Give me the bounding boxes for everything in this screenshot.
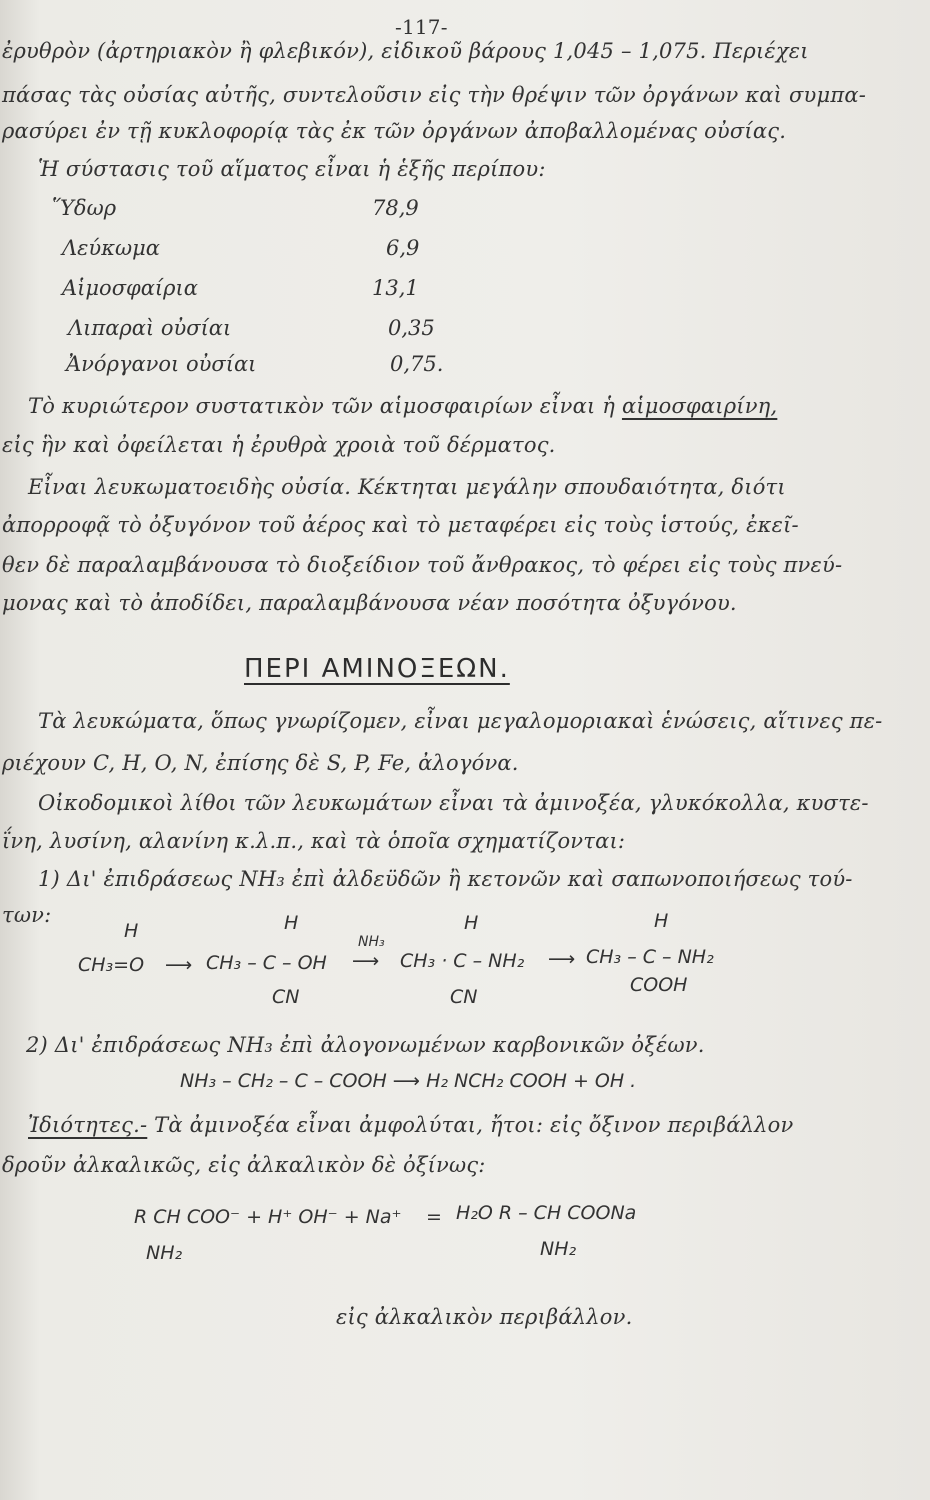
reaction-arrow: ⟶ — [548, 948, 576, 970]
reaction2: NH₃ – CH₂ – C – COOH ⟶ H₂ NCH₂ COOH + OH . — [180, 1070, 637, 1092]
paragraph2-line1 — [28, 393, 777, 419]
paragraph4-line2: ριέχουν C, H, O, N, ἐπίσης δὲ S, P, Fe, ἀλογόνα. — [2, 751, 519, 775]
amino-acid-formula: CH₃ – C – NH₂ — [586, 946, 714, 968]
closing-line: εἰς ἀλκαλικὸν περιβάλλον. — [336, 1305, 633, 1329]
paragraph2-line2: εἰς ἣν καὶ ὀφείλεται ἡ ἐρυθρὰ χροιὰ τοῦ δέρματος. — [2, 433, 556, 457]
paragraph1-line3: ρασύρει ἐν τῇ κυκλοφορίᾳ τὰς ἐκ τῶν ὀργάνων ἀποβαλλομένας οὐσίας. — [2, 119, 787, 143]
section-heading: ΠΕΡΙ ΑΜΙΝΟΞΕΩΝ. — [244, 654, 510, 684]
reaction3-equals: = — [426, 1206, 442, 1228]
method1-line2: των: — [2, 903, 52, 927]
properties-line2: δροῦν ἀλκαλικῶς, εἰς ἀλκαλικὸν δὲ ὀξίνως: — [2, 1153, 486, 1177]
composition-value: 0,35 — [388, 316, 435, 340]
reaction1-h: H — [124, 920, 139, 942]
reaction1-h: H — [284, 912, 299, 934]
properties-label: Ἰδιότητες.- — [28, 1113, 148, 1137]
composition-value: 6,9 — [386, 236, 420, 260]
reagent-label: NH₃ — [358, 934, 385, 950]
reaction1-cooh: COOH — [630, 974, 688, 996]
composition-intro: Ἡ σύστασις τοῦ αἵματος εἶναι ἡ ἑξῆς περίπου: — [38, 157, 546, 181]
reaction1-cn: CN — [450, 986, 478, 1008]
reaction1-cn: CN — [272, 986, 300, 1008]
aldehyde-formula: CH₃=O — [78, 954, 145, 976]
composition-name: Ὕδωρ — [52, 196, 117, 220]
composition-name: Λεύκωμα — [62, 236, 160, 260]
page-number: -117- — [395, 15, 448, 39]
reaction3-nh2-left: NH₂ — [146, 1242, 183, 1264]
properties-text: Τὰ ἀμινοξέα εἶναι ἀμφολύται, ἤτοι: εἰς ὄξινον περιβάλλον — [154, 1113, 794, 1137]
method1-line1: 1) Δι' ἐπιδράσεως NH₃ ἐπὶ ἀλδεϋδῶν ἢ κετονῶν καὶ σαπωνοποιήσεως τού- — [38, 867, 853, 891]
paragraph1-line1: ἐρυθρὸν (ἀρτηριακὸν ἢ φλεβικόν), εἰδικοῦ βάρους 1,045 – 1,075. Περιέχει — [2, 39, 809, 63]
paragraph3-line1: Εἶναι λευκωματοειδὴς οὐσία. Κέκτηται μεγάλην σπουδαιότητα, διότι — [28, 475, 786, 499]
composition-name: Λιπαραὶ οὐσίαι — [68, 316, 232, 340]
composition-value: 0,75. — [390, 352, 444, 376]
hemoglobin-term: αἱμοσφαιρίνη, — [621, 394, 778, 418]
paragraph3-line4: μονας καὶ τὸ ἀποδίδει, παραλαμβάνουσα νέαν ποσότητα ὀξυγόνου. — [2, 591, 737, 615]
paragraph3-line3: θεν δὲ παραλαμβάνουσα τὸ διοξείδιον τοῦ ἄνθρακος, τὸ φέρει εἰς τοὺς πνεύ- — [2, 553, 843, 577]
properties-line1 — [28, 1112, 793, 1138]
reaction3-right: H₂O R – CH COONa — [456, 1202, 637, 1224]
paragraph5-line1: Οἰκοδομικοὶ λίθοι τῶν λευκωμάτων εἶναι τὰ ἀμινοξέα, γλυκόκολλα, κυστε- — [38, 791, 869, 815]
paragraph3-line2: ἀπορροφᾷ τὸ ὀξυγόνον τοῦ ἀέρος καὶ τὸ μεταφέρει εἰς τοὺς ἱστούς, ἐκεῖ- — [2, 513, 799, 537]
composition-value: 13,1 — [372, 276, 419, 300]
reaction3-nh2-right: NH₂ — [540, 1238, 577, 1260]
paragraph5-line2: ΐνη, λυσίνη, αλανίνη κ.λ.π., καὶ τὰ ὁποῖα σχηματίζονται: — [2, 829, 626, 853]
reaction1-h: H — [464, 912, 479, 934]
composition-value: 78,9 — [372, 196, 419, 220]
paragraph4-line1: Τὰ λευκώματα, ὅπως γνωρίζομεν, εἶναι μεγαλομοριακαὶ ἑνώσεις, αἵτινες πε- — [38, 709, 883, 733]
paragraph1-line2: πάσας τὰς οὐσίας αὐτῆς, συντελοῦσιν εἰς τὴν θρέψιν τῶν ὀργάνων καὶ συμπα- — [2, 83, 867, 107]
composition-name: Ἀνόργανοι οὐσίαι — [66, 352, 257, 376]
reaction-arrow: ⟶ — [165, 954, 193, 976]
reaction3-left: R CH COO⁻ + H⁺ OH⁻ + Na⁺ — [134, 1206, 402, 1228]
paragraph2-prefix: Τὸ κυριώτερον συστατικὸν τῶν αἱμοσφαιρίων εἶναι ἡ — [28, 394, 616, 418]
reaction-arrow: ⟶ — [352, 950, 380, 972]
method2: 2) Δι' ἐπιδράσεως NH₃ ἐπὶ ἀλογονωμένων καρβονικῶν ὀξέων. — [26, 1033, 705, 1057]
reaction1-h: H — [654, 910, 669, 932]
aminonitrile-formula: CH₃ · C – NH₂ — [400, 950, 525, 972]
cyanohydrin-formula: CH₃ – C – OH — [206, 952, 327, 974]
composition-name: Αἱμοσφαίρια — [62, 276, 198, 300]
